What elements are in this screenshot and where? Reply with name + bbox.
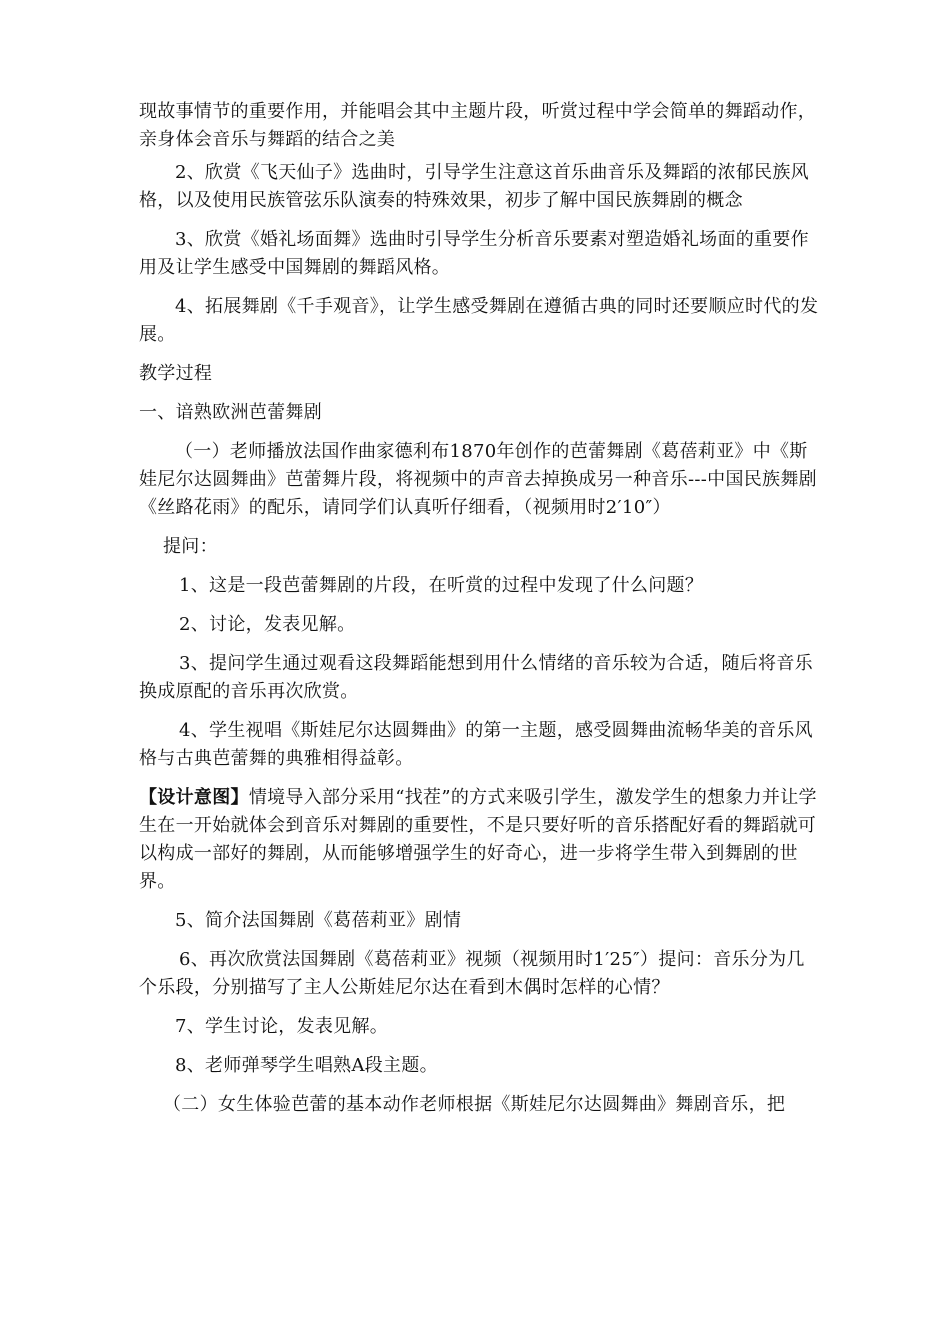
paragraph-step-6: 6、再次欣赏法国舞剧《葛蓓莉亚》视频（视频用时1′25″）提问：音乐分为几个乐段，分别描写了主人公斯娃尼尔达在看到木偶时怎样的心情？: [139, 949, 805, 998]
paragraph-part-2-intro: （二）女生体验芭蕾的基本动作老师根据《斯娃尼尔达圆舞曲》舞剧音乐，把: [163, 1094, 786, 1115]
paragraph-question-1: 1、这是一段芭蕾舞剧的片段，在听赏的过程中发现了什么问题？: [179, 575, 704, 596]
paragraph-question-2: 2、讨论，发表见解。: [179, 614, 356, 635]
paragraph-question-label: 提问：: [163, 536, 218, 557]
paragraph-step-7: 7、学生讨论，发表见解。: [175, 1016, 389, 1037]
heading-teaching-process: 教学过程: [139, 363, 213, 384]
paragraph-design-intent: [139, 784, 819, 896]
paragraph-objective-1-continued: 现故事情节的重要作用，并能唱会其中主题片段，听赏过程中学会简单的舞蹈动作，亲身体会音乐与舞蹈的结合之美: [139, 101, 817, 150]
paragraph-step-8: 8、老师弹琴学生唱熟A段主题。: [175, 1055, 438, 1076]
document-body: [139, 98, 819, 1130]
paragraph-objective-4: 4、拓展舞剧《千手观音》，让学生感受舞剧在遵循古典的同时还要顺应时代的发展。: [139, 296, 819, 345]
paragraph-step-5: 5、简介法国舞剧《葛蓓莉亚》剧情: [175, 910, 462, 931]
paragraph-question-3: 3、提问学生通过观看这段舞蹈能想到用什么情绪的音乐较为合适，随后将音乐换成原配的音乐再次欣赏。: [139, 653, 813, 702]
paragraph-part-1-intro: （一）老师播放法国作曲家德利布1870年创作的芭蕾舞剧《葛蓓莉亚》中《斯娃尼尔达圆舞曲》芭蕾舞片段，将视频中的声音去掉换成另一种音乐---中国民族舞剧《丝路花雨》的配乐，请同学们认真听仔细看，（视频用时2′10″）: [139, 441, 817, 518]
paragraph-objective-2: 2、欣赏《飞天仙子》选曲时，引导学生注意这首乐曲音乐及舞蹈的浓郁民族风格，以及使用民族管弦乐队演奏的特殊效果，初步了解中国民族舞剧的概念: [139, 162, 809, 211]
paragraph-question-4: 4、学生视唱《斯娃尼尔达圆舞曲》的第一主题，感受圆舞曲流畅华美的音乐风格与古典芭蕾舞的典雅相得益彰。: [139, 720, 813, 769]
heading-section-1: 一、谙熟欧洲芭蕾舞剧: [139, 402, 322, 423]
paragraph-objective-3: 3、欣赏《婚礼场面舞》选曲时引导学生分析音乐要素对塑造婚礼场面的重要作用及让学生感受中国舞剧的舞蹈风格。: [139, 229, 809, 278]
design-intent-label: 【设计意图】: [139, 787, 249, 808]
design-intent-text: 情境导入部分采用“找茬”的方式来吸引学生，激发学生的想象力并让学生在一开始就体会到音乐对舞剧的重要性，不是只要好听的音乐搭配好看的舞蹈就可以构成一部好的舞剧，从而能够增强学生的好奇心，进一步将学生带入到舞剧的世界。: [139, 787, 817, 892]
